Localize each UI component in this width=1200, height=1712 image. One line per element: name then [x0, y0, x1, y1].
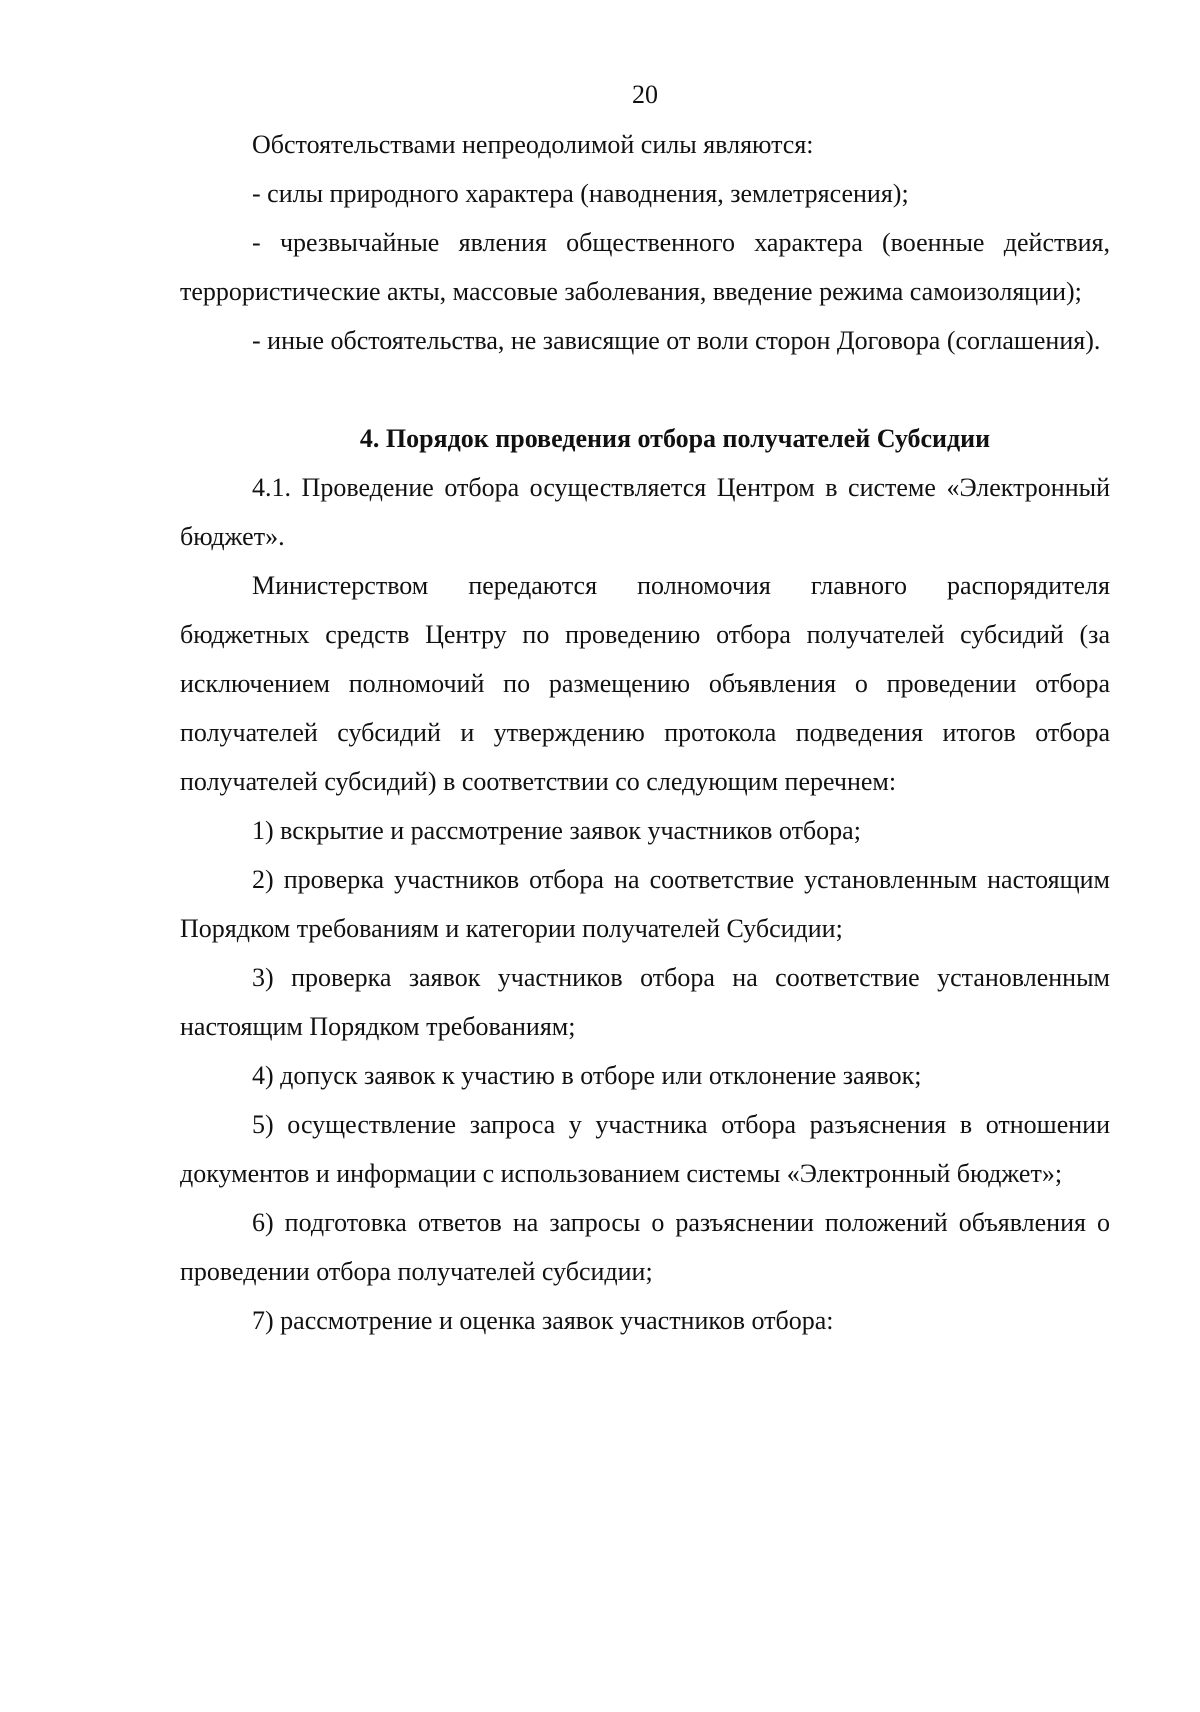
document-body: [180, 120, 1110, 1345]
list-item-3: 3) проверка заявок участников отбора на соответствие установленным настоящим Порядком требованиям;: [180, 963, 1110, 1041]
list-item-5: 5) осуществление запроса у участника отбора разъяснения в отношении документов и информации с использованием системы «Электронный бюджет»;: [180, 1110, 1110, 1188]
list-item-6: 6) подготовка ответов на запросы о разъяснении положений объявления о проведении отбора получателей субсидии;: [180, 1208, 1110, 1286]
paragraph-emergency-events: - чрезвычайные явления общественного характера (военные действия, террористические акты, массовые заболевания, введение режима самоизоляции);: [180, 228, 1110, 306]
list-item-4: 4) допуск заявок к участию в отборе или отклонение заявок;: [252, 1061, 922, 1090]
page-number: 20: [632, 80, 658, 109]
paragraph-4-1: 4.1. Проведение отбора осуществляется Центром в системе «Электронный бюджет».: [180, 473, 1110, 551]
list-item-2: 2) проверка участников отбора на соответствие установленным настоящим Порядком требованиям и категории получателей Субсидии;: [180, 865, 1110, 943]
paragraph-natural-forces: - силы природного характера (наводнения, землетрясения);: [252, 179, 909, 208]
list-item-7: 7) рассмотрение и оценка заявок участников отбора:: [252, 1306, 834, 1335]
section-heading: 4. Порядок проведения отбора получателей Субсидии: [359, 424, 991, 453]
paragraph-ministry-powers: Министерством передаются полномочия главного распорядителя бюджетных средств Центру по проведению отбора получателей субсидий (за исключением полномочий по размещению объявления о проведении отбора получателей субсидий и утверждению протокола подведения итогов отбора получателей субсидий) в соответствии со следующим перечнем:: [180, 571, 1110, 796]
paragraph-force-majeure-intro: Обстоятельствами непреодолимой силы являются:: [252, 130, 814, 159]
paragraph-other-circumstances: - иные обстоятельства, не зависящие от воли сторон Договора (соглашения).: [252, 326, 1101, 355]
list-item-1: 1) вскрытие и рассмотрение заявок участников отбора;: [252, 816, 861, 845]
